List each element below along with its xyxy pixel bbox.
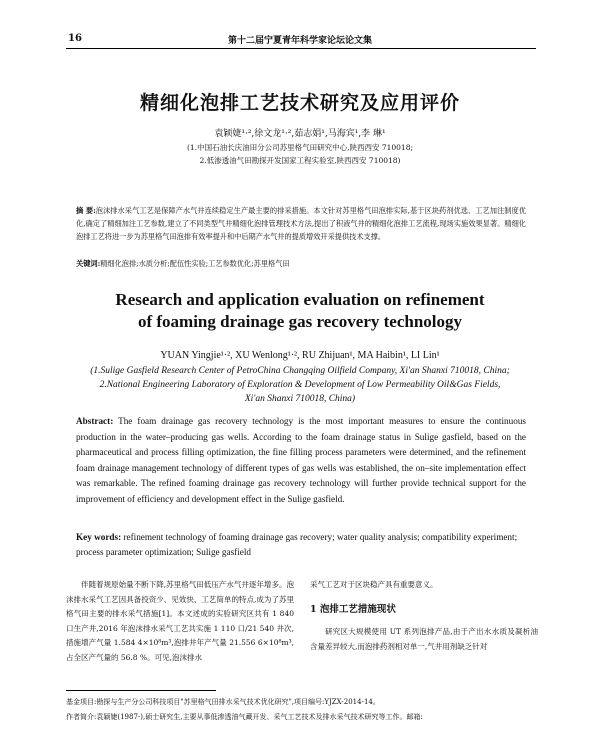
chinese-keywords-text: 精细化泡排;水质分析;配伍性实验;工艺参数优化;苏里格气田 xyxy=(100,259,290,268)
chinese-keywords-label: 关键词: xyxy=(76,259,101,268)
english-abstract xyxy=(76,414,526,508)
english-affiliation-1: (1.Sulige Gasfield Research Center of PetroChina Changqing Oilfield Company, Xi'an Shanxi 710018, China; xyxy=(90,366,510,376)
english-title-line-1: Research and application evaluation on refinement xyxy=(115,290,485,309)
english-affiliation-3: Xi'an Shanxi 710018, China) xyxy=(244,394,356,404)
english-keywords-label: Key words: xyxy=(76,532,122,542)
body-right-column xyxy=(310,578,538,654)
page-number: 16 xyxy=(68,33,82,44)
body-left-column: 伴随着规原始量不断下降,苏里格气田低压产水气井逐年增多。泡沫排水采气工艺因具备投资少、见效快、工艺简单的特点,成为了苏里格气田主要的排水采气措施[1]。本文述成的实验研究区共有 1 840 口生产井,2016 年泡沫排水采气工艺共实施 1 110 口/21 540 井次,措施增产气量 1.584 4×10⁸m³,泡排井年产气量 21.556 6×10⁸m³,占全区产气量的 56.8 %。可见,泡沫排水 xyxy=(66,580,294,662)
right-column-intro: 采气工艺对于区块稳产具有重要意义。 xyxy=(310,580,438,589)
chinese-abstract-label: 摘 要: xyxy=(76,206,96,215)
english-abstract-text: The foam drainage gas recovery technology is the most important measures to ensure the continuous production in the water–producing gas wells. According to the foam drainage status in Sulige gasfield, based on the pharmaceutical and process filling optimization, the fine filling process parameters were determined, and the refinement foam drainage management technology of different types of gas wells was established, the on–site implementation effect was remarkable. The refined foaming drainage gas recovery technology will further provide technical support for the improvement of efficiency and development effect in the Sulige gasfield. xyxy=(76,416,526,504)
english-keywords-text: refinement technology of foaming drainage gas recovery; water quality analysis; compatibility experiment; process parameter optimization; Sulige gasfield xyxy=(76,532,518,557)
footnote-author: 作者简介:袁颖婕(1987-),硕士研究生,主要从事低渗透油气藏开发、采气工艺技术及排水采气技术研究等工作。邮箱: xyxy=(66,713,423,721)
chinese-affiliation-1: (1.中国石油长庆油田分公司苏里格气田研究中心,陕西西安 710018; xyxy=(186,143,413,152)
english-keywords xyxy=(76,530,526,560)
header-rule xyxy=(66,48,536,49)
english-abstract-label: Abstract: xyxy=(76,416,114,426)
section-heading: 1 泡排工艺措施现状 xyxy=(310,603,396,615)
chinese-keywords xyxy=(76,259,526,269)
chinese-abstract xyxy=(76,204,526,243)
chinese-affiliation-2: 2.低渗透油气田勘探开发国家工程实验室,陕西西安 710018) xyxy=(199,156,401,165)
right-column-paragraph: 研究区大规模使用 UT 系列泡排产品,由于产出水水质及凝析油含量差异较大,而泡排药剂相对单一,气井用剂缺乏针对 xyxy=(310,627,538,651)
footnote-fund: 基金项目:勘探与生产分公司科技项目"苏里格气田排水采气技术优化研究",项目编号:YJZX-2014-14。 xyxy=(66,698,380,706)
footnote-rule xyxy=(66,690,216,691)
running-header: 第十二届宁夏青年科学家论坛论文集 xyxy=(227,36,372,46)
chinese-abstract-text: 泡沫排水采气工艺是保障产水气井连续稳定生产最主要的排采措施。本文针对苏里格气田泡排实际,基于区块药剂优选、工艺加注制度优化,确定了精细加注工艺参数,建立了不同类型气井精细化泡排管理技术方法,提出了积液气井的精细化泡排工艺流程,现场实施效果显著。精细化泡排工艺将进一步为苏里格气田泡排有效率提升和中后期产水气井的提质增效开采提供技术支撑。 xyxy=(76,206,527,241)
english-authors: YUAN Yingjie¹·², XU Wenlong¹·², RU Zhijuan¹, MA Haibin¹, LI Lin¹ xyxy=(160,350,440,361)
english-affiliation-2: 2.National Engineering Laboratory of Exploration & Development of Low Permeability Oil&Gas Fields, xyxy=(99,380,501,390)
chinese-authors: 袁颖婕¹·²,徐文龙¹·²,茹志娟¹,马海宾¹,李 琳¹ xyxy=(214,129,386,139)
english-title-line-2: of foaming drainage gas recovery technology xyxy=(137,312,463,331)
chinese-title: 精细化泡排工艺技术研究及应用评价 xyxy=(139,92,460,114)
